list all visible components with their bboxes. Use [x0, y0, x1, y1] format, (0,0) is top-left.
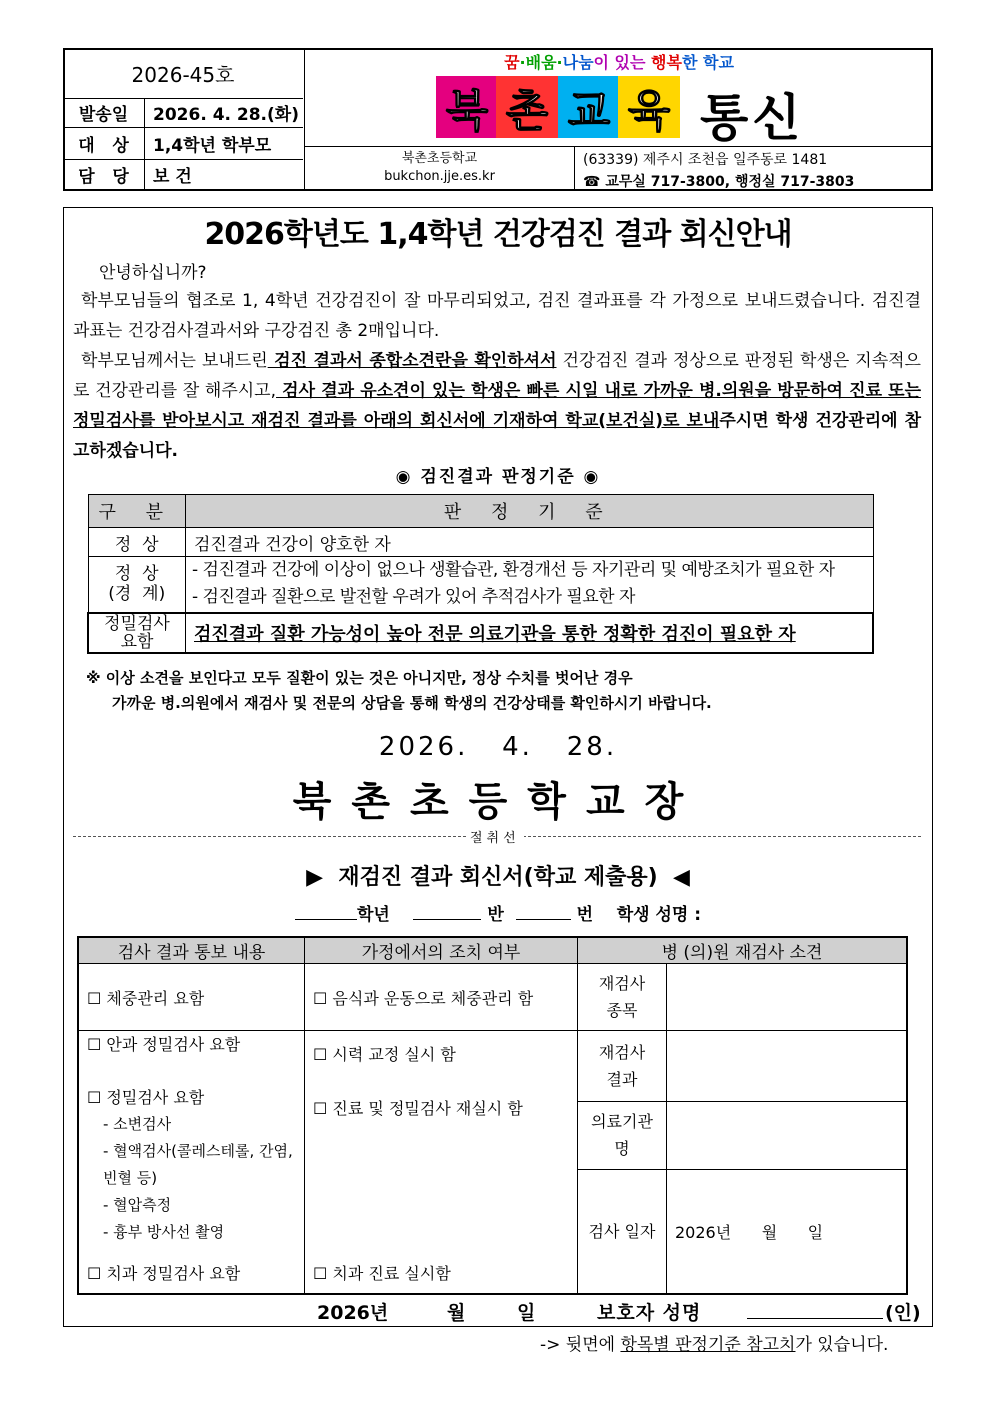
newsletter-title-suffix: 통신: [700, 89, 805, 147]
criteria-head-category: 구 분: [88, 495, 186, 528]
criteria-row: [88, 613, 873, 653]
result-dental[interactable]: ☐ 치과 정밀검사 요함: [87, 1264, 241, 1283]
manager-row: [63, 160, 303, 189]
school-address: (63339) 제주시 조천읍 일주동로 1481: [583, 152, 828, 168]
result-detailed[interactable]: ☐ 정밀검사 요함: [87, 1088, 205, 1107]
slogan-part: 이 있는: [593, 53, 652, 72]
paragraph-1: 학부모님들의 협조로 1, 4학년 건강검진이 잘 마무리되었고, 검진 결과표를 각 가정으로 보내드렸습니다. 검진결과표는 건강검사결과서와 구강검진 총 2매입니다.: [73, 291, 921, 341]
reply-head: 병 (의)원 재검사 소견: [578, 937, 908, 964]
school-slogan: [305, 50, 933, 73]
number-blank[interactable]: [516, 905, 571, 920]
school-info-bar: [305, 146, 933, 191]
back-page-note: [540, 1330, 888, 1355]
target-label: 대 상: [63, 128, 145, 159]
criteria-table: [87, 494, 874, 654]
criteria-desc: 검진결과 질환 가능성이 높아 전문 의료기관을 통한 정확한 검진이 필요한 자: [186, 613, 874, 653]
cut-line-label: 절취선: [466, 827, 524, 846]
number-label: 번: [576, 905, 594, 925]
footer-b: 가 있습니다.: [795, 1335, 889, 1355]
action-vision[interactable]: ☐ 시력 교정 실시 함: [313, 1045, 456, 1064]
note-line-1: ※ 이상 소견을 보인다고 모두 질환이 있는 것은 아니지만, 정상 수치를 벗어난 경우: [86, 669, 633, 687]
target-row: [63, 128, 303, 160]
paragraph-2-emph-1: 검진 결과서 종합소견란을 확인하셔서: [267, 351, 557, 371]
criteria-title: ◉ 검진결과 판정기준 ◉: [395, 467, 601, 487]
class-blank[interactable]: [413, 905, 481, 920]
action-retest[interactable]: ☐ 진료 및 정밀검사 재실시 함: [313, 1099, 523, 1118]
paragraph-2-emph-2: 검사 결과 유소견이 있는 학생은 빠른 시일 내로 가까운 병.의원을 방문하여 진료 또는 정밀검사를 받아보시고 재검진 결과를 아래의 회신서에 기재하여 학교(보건실)로 보내: [73, 381, 921, 431]
result-sub-item: - 흉부 방사선 촬영: [103, 1223, 225, 1241]
title-char-box: 촌: [496, 76, 558, 138]
result-list-cell: [78, 1031, 305, 1295]
retest-result-label: 재검사 결과: [578, 1031, 667, 1102]
header-info-panel: [63, 48, 305, 191]
criteria-desc-cell: [186, 557, 874, 613]
reply-header-row: [78, 937, 907, 964]
action-list-cell: [305, 1031, 578, 1295]
result-sub-item: - 혈액검사(콜레스테롤, 간염, 빈혈 등): [103, 1142, 293, 1187]
paragraph-2-a: 학부모님께서는 보내드린: [81, 351, 268, 371]
exam-date-label: 검사 일자: [578, 1170, 667, 1294]
retest-result-field[interactable]: [667, 1031, 908, 1102]
criteria-header-row: [88, 495, 873, 528]
note-line-2: 가까운 병.의원에서 재검사 및 전문의 상담을 통해 학생의 건강상태를 확인하시기 바랍니다.: [112, 694, 712, 712]
criteria-desc: 검진결과 건강이 양호한 자: [186, 528, 874, 557]
sign-year: 2026년: [317, 1302, 389, 1324]
slogan-part: 나눔: [562, 53, 594, 72]
reply-row: [78, 964, 907, 1031]
notice-title: 2026학년도 1,4학년 건강검진 결과 회신안내: [204, 217, 792, 252]
reply-head: 가정에서의 조치 여부: [305, 937, 578, 964]
issue-number: 2026-45호: [63, 48, 303, 99]
guardian-name-label: 보호자 성명: [597, 1302, 702, 1324]
exam-date-field[interactable]: 2026년 월 일: [667, 1170, 908, 1294]
action-weight[interactable]: ☐ 음식과 운동으로 체중관리 함: [305, 964, 578, 1031]
criteria-row: [88, 557, 873, 613]
school-contact: [583, 149, 854, 193]
manager-label: 담 당: [63, 160, 145, 189]
guardian-seal: (인): [885, 1302, 921, 1324]
criteria-desc: - 검진결과 질환으로 발전할 우려가 있어 추적검사가 필요한 자: [192, 587, 635, 608]
criteria-category: 정 상: [88, 528, 186, 557]
reply-table: [77, 936, 908, 1295]
result-sub-item: - 혈압측정: [103, 1196, 172, 1214]
send-date-label: 발송일: [63, 98, 145, 127]
title-char-box: 교: [558, 76, 620, 138]
result-sub-item: - 소변검사: [103, 1115, 172, 1133]
criteria-head-standard: 판 정 기 준: [186, 495, 874, 528]
slogan-part: 꿈: [504, 53, 520, 72]
school-identity: [305, 147, 575, 190]
reply-form-title: ▶ 재검진 결과 회신서(학교 제출용) ◀: [306, 865, 690, 890]
school-url[interactable]: bukchon.jje.es.kr: [384, 169, 495, 184]
paragraph-2: [73, 346, 921, 466]
slogan-part: ·배움·: [519, 53, 563, 72]
notice-date: 2026. 4. 28.: [378, 732, 618, 762]
reply-head: 검사 결과 통보 내용: [78, 937, 305, 964]
title-char-box: 육: [618, 76, 680, 138]
school-name: 북촌초등학교: [401, 151, 478, 166]
hospital-name-label: 의료기관 명: [578, 1101, 667, 1170]
result-detailed-sublist: [87, 1111, 296, 1246]
sign-month: 월: [447, 1302, 466, 1324]
slogan-part: 행복: [651, 53, 682, 72]
result-weight[interactable]: ☐ 체중관리 요함: [78, 964, 305, 1031]
send-date-row: [63, 98, 303, 128]
retest-item-field[interactable]: [667, 964, 908, 1031]
student-name-label: 학생 성명 :: [616, 905, 702, 925]
criteria-row: [88, 528, 873, 557]
footer-a: -> 뒷면에: [540, 1335, 621, 1355]
paragraph-2-b: 건강검진 결과 정상으로 판정된 학생은 지속적으로 건강관리를 잘 해주시고,: [73, 351, 921, 401]
principal-signature: 북촌초등학교장: [292, 779, 704, 825]
grade-label: 학년: [356, 905, 390, 925]
title-char-box: 북: [436, 76, 498, 138]
action-dental[interactable]: ☐ 치과 진료 실시함: [313, 1264, 451, 1283]
class-label: 반: [487, 905, 504, 925]
guardian-name-blank[interactable]: [747, 1304, 883, 1319]
criteria-desc: - 검진결과 건강에 이상이 없으나 생활습관, 환경개선 등 자기관리 및 예방조치가 필요한 자: [192, 560, 835, 581]
school-phones: ☎ 교무실 717-3800, 행정실 717-3803: [583, 174, 855, 190]
target-value: 1,4학년 학부모: [153, 136, 272, 156]
grade-blank[interactable]: [295, 905, 357, 920]
sign-day: 일: [517, 1302, 536, 1324]
student-info-line: [63, 900, 933, 925]
hospital-name-field[interactable]: [667, 1101, 908, 1170]
criteria-category: 정밀검사 요함: [88, 613, 186, 653]
send-date-value: 2026. 4. 28.(화): [153, 105, 299, 125]
footer-emph: 항목별 판정기준 참고치: [620, 1335, 796, 1355]
greeting: 안녕하십니까?: [99, 263, 207, 283]
criteria-category: 정 상 (경 계): [88, 557, 186, 613]
result-eye[interactable]: ☐ 안과 정밀검사 요함: [87, 1035, 241, 1054]
reply-row: [78, 1031, 907, 1102]
paragraph-2-c: 주시면 학생 건강관리에 참고하겠습니다.: [73, 411, 921, 461]
manager-value: 보 건: [153, 167, 192, 187]
slogan-part: 한 학교: [681, 53, 734, 72]
retest-item-label: 재검사 종목: [578, 964, 667, 1031]
